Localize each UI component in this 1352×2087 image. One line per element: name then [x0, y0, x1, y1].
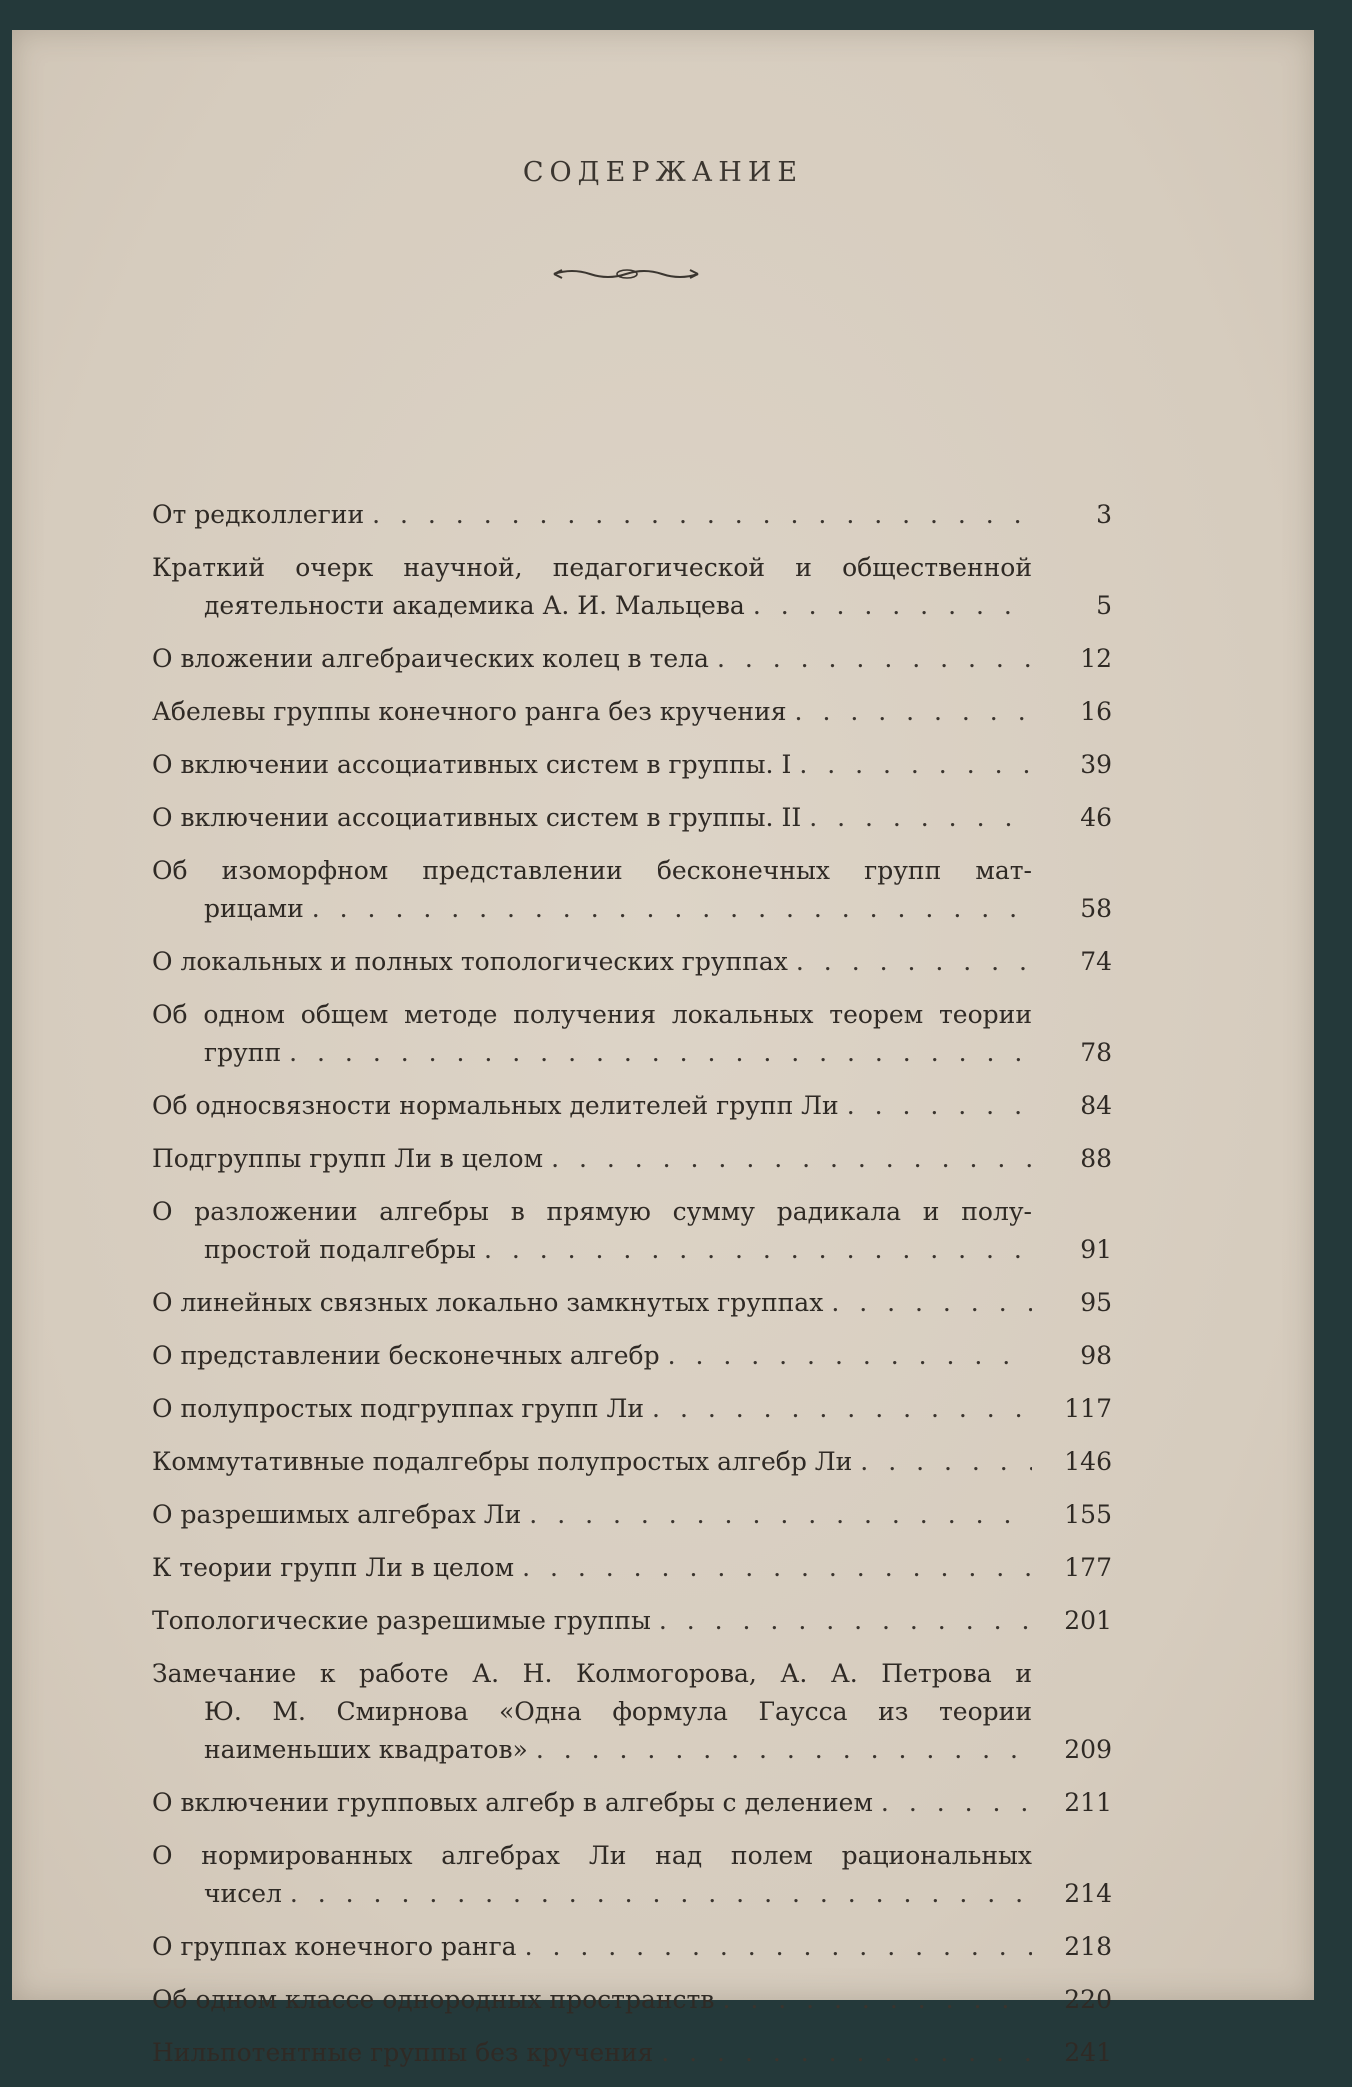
toc-entry-title: О локальных и полных топологических группах	[152, 947, 788, 976]
toc-entry-title: О включении ассоциативных систем в группы. II	[152, 803, 802, 832]
toc-entry-line	[152, 1655, 1032, 1693]
dot-leader	[847, 1087, 1032, 1125]
toc-page-number: 58	[1080, 894, 1112, 923]
dot-leader	[831, 1284, 1032, 1322]
toc-entry-title: О группах конечного ранга	[152, 1932, 517, 1961]
toc-page-number: 88	[1080, 1144, 1112, 1173]
dot-leader	[551, 1140, 1032, 1178]
toc-page-number: 241	[1064, 2038, 1112, 2067]
toc-entry[interactable]	[152, 1390, 1112, 1428]
toc-entry-line	[152, 2034, 1032, 2072]
dot-leader	[753, 587, 1032, 625]
toc-entry-line	[152, 1496, 1032, 1534]
toc-entry[interactable]	[152, 1981, 1112, 2019]
toc-page-number: 220	[1064, 1985, 1112, 2014]
toc-entry[interactable]	[152, 996, 1112, 1072]
toc-page-number: 209	[1064, 1735, 1112, 1764]
toc-entry-line	[152, 996, 1032, 1034]
toc-entry-line	[152, 1087, 1032, 1125]
toc-entry-line	[152, 1140, 1032, 1178]
toc-entry[interactable]	[152, 1140, 1112, 1178]
toc-page-number: 46	[1080, 803, 1112, 832]
toc-entry[interactable]	[152, 1837, 1112, 1913]
toc-entry-line	[152, 852, 1032, 890]
toc-entry-line	[152, 1602, 1032, 1640]
toc-entry-title: Нильпотентные группы без кручения	[152, 2038, 654, 2067]
toc-entry[interactable]	[152, 1284, 1112, 1322]
table-of-contents	[152, 496, 1112, 2087]
dot-leader	[722, 1981, 1032, 2019]
toc-page-number: 78	[1080, 1038, 1112, 1067]
toc-entry-title: О вложении алгебраических колец в тела	[152, 644, 709, 673]
toc-entry[interactable]	[152, 1602, 1112, 1640]
toc-entry-title: Ю. М. Смирнова «Одна формула Гаусса из теории	[204, 1697, 1032, 1726]
toc-entry-title: чисел	[204, 1879, 282, 1908]
toc-page-number: 16	[1080, 697, 1112, 726]
toc-entry[interactable]	[152, 1087, 1112, 1125]
toc-entry-title: О нормированных алгебрах Ли над полем рациональных	[152, 1841, 1032, 1870]
toc-entry-line	[152, 1443, 1032, 1481]
toc-entry[interactable]	[152, 1443, 1112, 1481]
toc-page-number: 74	[1080, 947, 1112, 976]
toc-entry-title: Топологические разрешимые группы	[152, 1606, 651, 1635]
toc-entry-title: О включении ассоциативных систем в группы. I	[152, 750, 792, 779]
toc-page-number: 91	[1080, 1235, 1112, 1264]
dot-leader	[525, 1928, 1032, 1966]
toc-page-number: 177	[1064, 1553, 1112, 1582]
toc-entry-title: Об одном классе однородных пространств	[152, 1985, 715, 2014]
dot-leader	[799, 746, 1032, 784]
dot-leader	[661, 2034, 1032, 2072]
toc-entry-title: О разложении алгебры в прямую сумму радикала и полу-	[152, 1197, 1032, 1226]
page-title: СОДЕРЖАНИЕ	[522, 157, 804, 188]
toc-entry[interactable]	[152, 943, 1112, 981]
toc-entry-line	[152, 1034, 1032, 1072]
toc-entry-title: От редколлегии	[152, 500, 365, 529]
toc-entry-line	[152, 549, 1032, 587]
toc-entry-title: Об одном общем методе получения локальных теорем теории	[152, 1000, 1032, 1029]
toc-entry[interactable]	[152, 1337, 1112, 1375]
toc-entry-line	[152, 1928, 1032, 1966]
toc-page-number: 39	[1080, 750, 1112, 779]
ornament-divider	[552, 264, 702, 284]
toc-page-number: 84	[1080, 1091, 1112, 1120]
toc-entry-title: рицами	[204, 894, 304, 923]
toc-entry-line	[152, 1981, 1032, 2019]
toc-entry-title: наименьших квадратов»	[204, 1735, 528, 1764]
toc-entry[interactable]	[152, 693, 1112, 731]
toc-page-number: 95	[1080, 1288, 1112, 1317]
toc-entry-line	[152, 943, 1032, 981]
toc-entry-title: К теории групп Ли в целом	[152, 1553, 515, 1582]
dot-leader	[860, 1443, 1032, 1481]
toc-entry-line	[152, 1693, 1032, 1731]
toc-entry[interactable]	[152, 852, 1112, 928]
toc-entry-line	[152, 1875, 1032, 1913]
dot-leader	[529, 1496, 1032, 1534]
toc-entry-title: Абелевы группы конечного ранга без кручения	[152, 697, 787, 726]
toc-entry-line	[152, 1390, 1032, 1428]
dot-leader	[652, 1390, 1032, 1428]
toc-page-number: 218	[1064, 1932, 1112, 1961]
dot-leader	[312, 890, 1032, 928]
dot-leader	[668, 1337, 1032, 1375]
toc-entry[interactable]	[152, 1549, 1112, 1587]
toc-entry-line	[152, 496, 1032, 534]
dot-leader	[372, 496, 1032, 534]
toc-entry-line	[152, 1231, 1032, 1269]
toc-entry-line	[152, 890, 1032, 928]
toc-entry-line	[152, 1284, 1032, 1322]
dot-leader	[290, 1875, 1032, 1913]
dot-leader	[796, 943, 1032, 981]
toc-entry[interactable]	[152, 799, 1112, 837]
toc-entry-line	[152, 693, 1032, 731]
dot-leader	[881, 1784, 1032, 1822]
toc-entry-title: Замечание к работе А. Н. Колмогорова, А. А. Петрова и	[152, 1659, 1032, 1688]
toc-entry-line	[152, 1549, 1032, 1587]
dot-leader	[522, 1549, 1032, 1587]
toc-entry-title: Подгруппы групп Ли в целом	[152, 1144, 544, 1173]
dot-leader	[484, 1231, 1032, 1269]
toc-page-number: 5	[1096, 591, 1112, 620]
toc-page-number: 211	[1064, 1788, 1112, 1817]
toc-page-number: 155	[1064, 1500, 1112, 1529]
toc-entry[interactable]	[152, 746, 1112, 784]
dot-leader	[809, 799, 1032, 837]
toc-entry-title: О представлении бесконечных алгебр	[152, 1341, 660, 1370]
toc-entry-title: простой подалгебры	[204, 1235, 476, 1264]
dot-leader	[536, 1731, 1032, 1769]
toc-entry-title: Об изоморфном представлении бесконечных групп мат-	[152, 856, 1032, 885]
toc-entry-title: О полупростых подгруппах групп Ли	[152, 1394, 645, 1423]
toc-entry-title: Краткий очерк научной, педагогической и общественной	[152, 553, 1032, 582]
toc-entry-line	[152, 1337, 1032, 1375]
toc-entry[interactable]	[152, 1928, 1112, 1966]
toc-page-number: 146	[1064, 1447, 1112, 1476]
toc-entry-title: Коммутативные подалгебры полупростых алгебр Ли	[152, 1447, 853, 1476]
toc-entry-line	[152, 640, 1032, 678]
toc-entry-title: О линейных связных локально замкнутых группах	[152, 1288, 824, 1317]
toc-entry-line	[152, 799, 1032, 837]
toc-entry-line	[152, 1837, 1032, 1875]
toc-entry[interactable]	[152, 496, 1112, 534]
toc-entry[interactable]	[152, 1655, 1112, 1769]
toc-entry[interactable]	[152, 2034, 1112, 2072]
dot-leader	[659, 1602, 1032, 1640]
toc-entry[interactable]	[152, 640, 1112, 678]
toc-entry[interactable]	[152, 1784, 1112, 1822]
toc-page-number: 3	[1096, 500, 1112, 529]
toc-entry-line	[152, 1731, 1032, 1769]
toc-entry-title: Об односвязности нормальных делителей групп Ли	[152, 1091, 839, 1120]
book-page	[12, 30, 1314, 2067]
toc-entry[interactable]	[152, 549, 1112, 625]
toc-page-number: 98	[1080, 1341, 1112, 1370]
toc-entry-title: групп	[204, 1038, 282, 1067]
dot-leader	[289, 1034, 1032, 1072]
toc-entry[interactable]	[152, 1496, 1112, 1534]
toc-page-number: 201	[1064, 1606, 1112, 1635]
dot-leader	[717, 640, 1032, 678]
toc-entry-line	[152, 1784, 1032, 1822]
toc-page-number: 214	[1064, 1879, 1112, 1908]
toc-page-number: 12	[1080, 644, 1112, 673]
toc-entry-title: деятельности академика А. И. Мальцева	[204, 591, 745, 620]
toc-entry-title: О разрешимых алгебрах Ли	[152, 1500, 522, 1529]
toc-entry-line	[152, 746, 1032, 784]
toc-page-number: 117	[1064, 1394, 1112, 1423]
toc-entry-title: О включении групповых алгебр в алгебры с делением	[152, 1788, 873, 1817]
toc-entry[interactable]	[152, 1193, 1112, 1269]
dot-leader	[795, 693, 1032, 731]
toc-entry-line	[152, 1193, 1032, 1231]
toc-entry-line	[152, 587, 1032, 625]
